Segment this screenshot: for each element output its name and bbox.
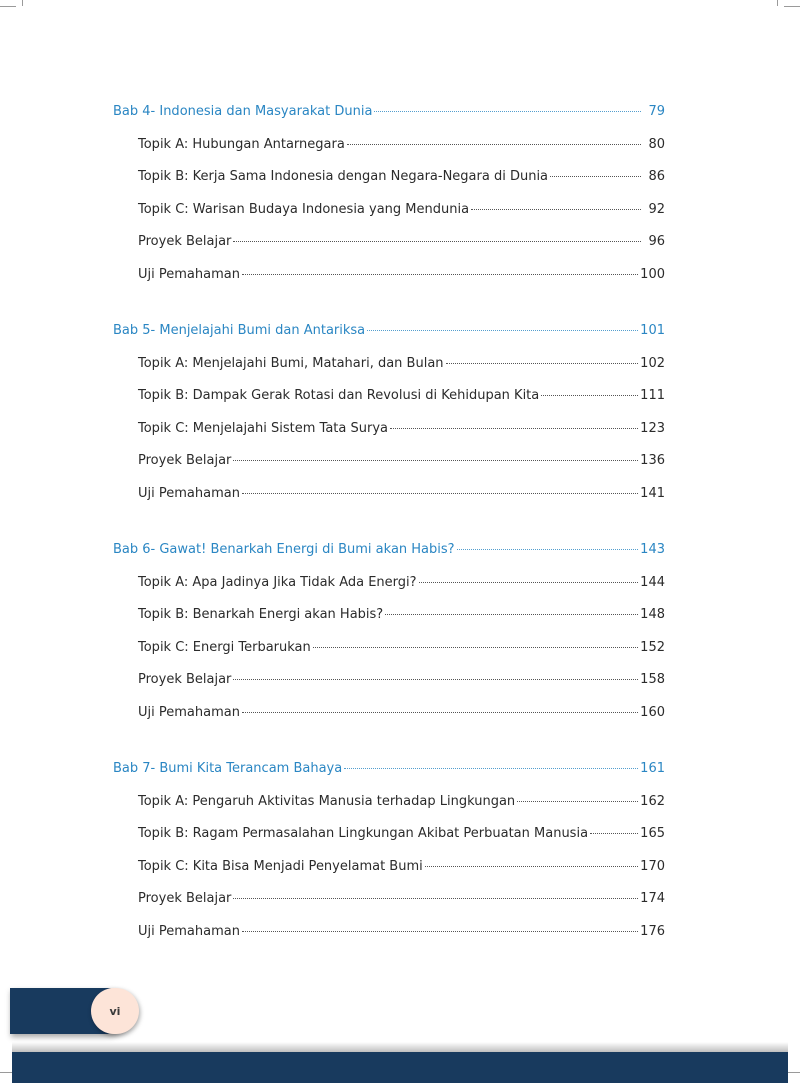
dot-leader <box>374 111 641 112</box>
dot-leader <box>233 898 638 899</box>
topic-page-number: 148 <box>640 607 665 622</box>
dot-leader <box>233 460 638 461</box>
dot-leader <box>347 144 641 145</box>
topic-entry[interactable] <box>113 226 665 259</box>
topic-entry[interactable] <box>113 632 665 665</box>
dot-leader <box>419 582 639 583</box>
topic-page-number: 141 <box>640 485 665 501</box>
dot-leader <box>541 395 638 396</box>
dot-leader <box>390 428 638 429</box>
chapter-heading[interactable] <box>113 534 665 567</box>
table-of-contents <box>113 96 665 972</box>
topic-page-number: 123 <box>640 420 665 436</box>
topic-title: Topik A: Hubungan Antarnegara <box>138 136 345 152</box>
footer-band <box>12 1052 788 1083</box>
chapter-6 <box>113 534 665 729</box>
chapter-page-number: 143 <box>640 542 665 557</box>
topic-title: Proyek Belajar <box>138 672 232 687</box>
topic-title: Topik A: Pengaruh Aktivitas Manusia terhadap Lingkungan <box>138 793 516 809</box>
dot-leader <box>242 274 638 275</box>
topic-entry[interactable] <box>113 567 665 600</box>
topic-entry[interactable] <box>113 413 665 446</box>
topic-entry[interactable] <box>113 380 665 413</box>
chapter-heading[interactable] <box>113 753 665 786</box>
topic-page-number: 100 <box>640 266 665 282</box>
chapter-5 <box>113 315 665 510</box>
topic-entry[interactable] <box>113 161 665 194</box>
topic-entry[interactable] <box>113 664 665 697</box>
topic-title: Topik B: Ragam Permasalahan Lingkungan Akibat Perbuatan Manusia <box>138 826 589 841</box>
topic-entry[interactable] <box>113 194 665 227</box>
dot-leader <box>233 679 638 680</box>
topic-page-number: 111 <box>640 388 665 403</box>
topic-title: Proyek Belajar <box>138 891 232 906</box>
dot-leader <box>425 866 638 867</box>
topic-entry[interactable] <box>113 445 665 478</box>
topic-page-number: 176 <box>640 923 665 939</box>
topic-title: Proyek Belajar <box>138 234 232 249</box>
topic-page-number: 86 <box>648 169 665 184</box>
topic-entry[interactable] <box>113 129 665 162</box>
topic-page-number: 162 <box>640 793 665 809</box>
topic-title: Uji Pemahaman <box>138 485 240 501</box>
dot-leader <box>242 931 638 932</box>
topic-entry[interactable] <box>113 818 665 851</box>
chapter-page-number: 79 <box>648 104 665 119</box>
dot-leader <box>344 768 638 769</box>
chapter-page-number: 101 <box>640 323 665 338</box>
page-number: vi <box>109 1004 121 1018</box>
dot-leader <box>385 614 638 615</box>
topic-title: Topik B: Kerja Sama Indonesia dengan Negara-Negara di Dunia <box>138 169 549 184</box>
dot-leader <box>517 801 638 802</box>
topic-title: Uji Pemahaman <box>138 704 240 720</box>
topic-page-number: 92 <box>648 201 665 217</box>
topic-title: Proyek Belajar <box>138 453 232 468</box>
topic-page-number: 158 <box>640 672 665 687</box>
topic-title: Topik A: Menjelajahi Bumi, Matahari, dan Bulan <box>138 355 444 371</box>
topic-page-number: 165 <box>640 826 665 841</box>
topic-page-number: 160 <box>640 704 665 720</box>
dot-leader <box>313 647 638 648</box>
topic-title: Topik C: Warisan Budaya Indonesia yang Mendunia <box>138 201 470 217</box>
topic-page-number: 170 <box>640 858 665 874</box>
page-number-badge <box>91 988 139 1034</box>
chapter-title: Bab 5- Menjelajahi Bumi dan Antariksa <box>113 323 366 338</box>
topic-title: Topik C: Kita Bisa Menjadi Penyelamat Bumi <box>138 858 423 874</box>
chapter-7 <box>113 753 665 948</box>
topic-page-number: 144 <box>640 574 665 590</box>
crop-mark-top-right-v <box>777 0 778 6</box>
topic-entry[interactable] <box>113 348 665 381</box>
topic-entry[interactable] <box>113 916 665 949</box>
topic-entry[interactable] <box>113 786 665 819</box>
topic-page-number: 96 <box>648 234 665 249</box>
topic-title: Topik B: Benarkah Energi akan Habis? <box>138 607 384 622</box>
topic-title: Topik C: Menjelajahi Sistem Tata Surya <box>138 420 388 436</box>
topic-title: Topik A: Apa Jadinya Jika Tidak Ada Energi? <box>138 574 417 590</box>
dot-leader <box>233 241 641 242</box>
chapter-title: Bab 6- Gawat! Benarkah Energi di Bumi akan Habis? <box>113 542 455 557</box>
topic-title: Topik B: Dampak Gerak Rotasi dan Revolusi di Kehidupan Kita <box>138 388 540 403</box>
dot-leader <box>242 493 638 494</box>
topic-title: Uji Pemahaman <box>138 923 240 939</box>
topic-entry[interactable] <box>113 259 665 292</box>
footer-shadow <box>12 1042 788 1052</box>
chapter-page-number: 161 <box>640 761 665 776</box>
dot-leader <box>367 330 638 331</box>
topic-entry[interactable] <box>113 697 665 730</box>
chapter-4 <box>113 96 665 291</box>
chapter-heading[interactable] <box>113 315 665 348</box>
crop-mark-top-left-v <box>22 0 23 6</box>
topic-page-number: 174 <box>640 891 665 906</box>
dot-leader <box>590 833 638 834</box>
crop-mark-top-right-h <box>784 6 800 7</box>
topic-entry[interactable] <box>113 478 665 511</box>
topic-entry[interactable] <box>113 851 665 884</box>
dot-leader <box>457 549 639 550</box>
topic-title: Uji Pemahaman <box>138 266 240 282</box>
crop-mark-top-left-h <box>0 6 16 7</box>
dot-leader <box>242 712 638 713</box>
topic-page-number: 136 <box>640 453 665 468</box>
topic-page-number: 152 <box>640 639 665 655</box>
chapter-heading[interactable] <box>113 96 665 129</box>
dot-leader <box>471 209 641 210</box>
chapter-title: Bab 7- Bumi Kita Terancam Bahaya <box>113 761 343 776</box>
topic-entry[interactable] <box>113 883 665 916</box>
dot-leader <box>446 363 639 364</box>
dot-leader <box>550 176 641 177</box>
chapter-title: Bab 4- Indonesia dan Masyarakat Dunia <box>113 104 373 119</box>
topic-page-number: 102 <box>640 355 665 371</box>
topic-title: Topik C: Energi Terbarukan <box>138 639 311 655</box>
topic-entry[interactable] <box>113 599 665 632</box>
topic-page-number: 80 <box>648 136 665 152</box>
